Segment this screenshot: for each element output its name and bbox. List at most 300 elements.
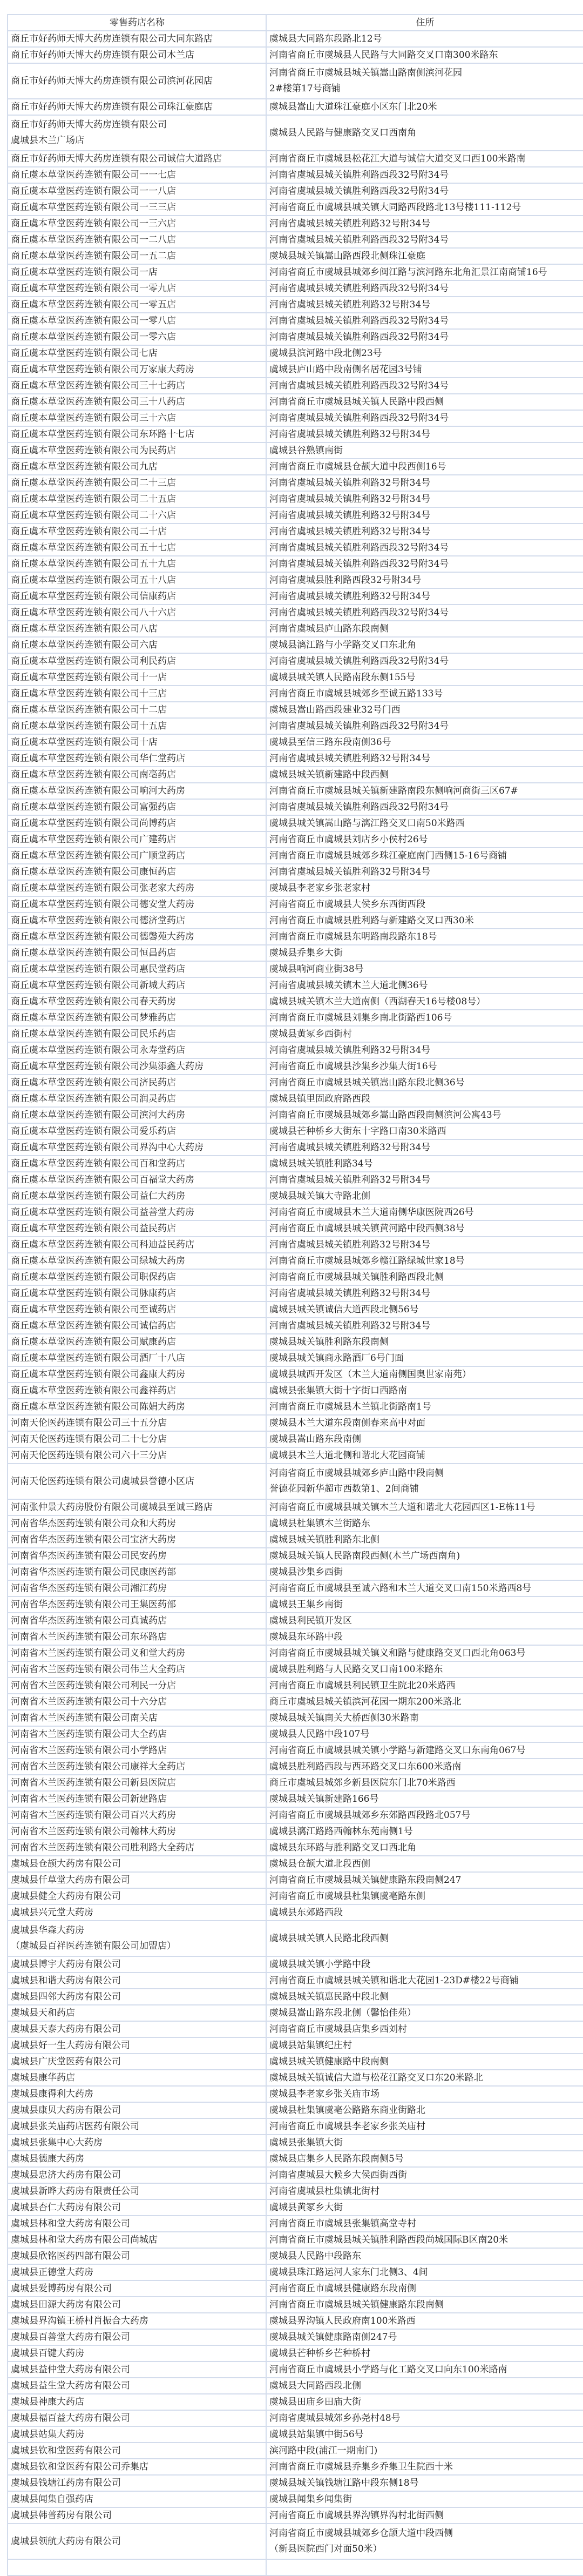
pharmacy-name-cell	[8, 1921, 266, 1956]
address-cell-text: 虞城县至信三路东段南侧36号	[269, 737, 391, 748]
pharmacy-name-cell	[8, 2021, 266, 2037]
pharmacy-name-cell	[8, 1515, 266, 1532]
pharmacy-name-cell	[8, 167, 266, 183]
address-cell-text: 河南省商丘市虞城县乔集乡乔集卫生院西十米	[269, 2461, 453, 2472]
table-row	[8, 1350, 583, 1366]
table-row	[8, 1548, 583, 1564]
address-cell-text: 虞城县木兰大道东段南侧春来高中对面	[269, 1418, 425, 1428]
table-row	[8, 1172, 583, 1188]
address-cell	[266, 1989, 583, 2005]
table-row	[8, 848, 583, 864]
table-row	[8, 637, 583, 653]
pharmacy-name-cell-text: 河南省华杰医药连锁有限公司湘江药房	[11, 1583, 167, 1594]
address-cell-text: 河南省虞城县城关镇胜利路西段32号附34号	[269, 234, 449, 245]
table-row	[8, 1464, 583, 1499]
pharmacy-name-cell-text: 商丘虞本草堂医药连锁有限公司界沟中心大药房	[11, 1142, 204, 1153]
table-row	[8, 669, 583, 686]
pharmacy-name-cell	[8, 1172, 266, 1188]
pharmacy-name-cell-text: 河南省华杰医药连锁有限公司宝济大药房	[11, 1534, 176, 1545]
address-cell-text: 河南省商丘市虞城县东明路南段路东18号	[269, 931, 437, 942]
pharmacy-name-cell-text: 虞城县田源大药房有限公司	[11, 2299, 121, 2310]
table-row	[8, 702, 583, 718]
address-cell	[266, 47, 583, 63]
address-cell-text: 河南省虞城县城关镇胜利路32号附34号	[269, 591, 431, 602]
pharmacy-name-cell	[8, 2102, 266, 2118]
pharmacy-name-cell	[8, 1334, 266, 1350]
table-row	[8, 167, 583, 183]
pharmacy-name-cell	[8, 1123, 266, 1139]
table-row	[8, 718, 583, 734]
table-row	[8, 313, 583, 329]
address-cell	[266, 2118, 583, 2135]
address-cell	[266, 329, 583, 345]
address-cell	[266, 1840, 583, 1856]
pharmacy-name-cell-text: 商丘虞本草堂医药连锁有限公司二十五店	[11, 494, 176, 505]
pharmacy-name-cell	[8, 1107, 266, 1123]
address-cell	[266, 815, 583, 831]
pharmacy-name-cell	[8, 1564, 266, 1580]
table-row	[8, 1515, 583, 1532]
pharmacy-name-cell	[8, 410, 266, 426]
table-row	[8, 507, 583, 524]
pharmacy-name-cell-text: 商丘虞本草堂医药连锁有限公司尚博药店	[11, 818, 176, 829]
pharmacy-name-cell-text: 虞城县益仲堂大药房有限公司	[11, 2364, 130, 2375]
pharmacy-name-cell-text: 虞城县钱塘江药房有限公司	[11, 2478, 121, 2488]
table-row	[8, 394, 583, 410]
table-row	[8, 1726, 583, 1742]
address-cell-text: 虞城县东郊路西段	[269, 1907, 343, 1918]
pharmacy-name-cell	[8, 1823, 266, 1840]
address-cell-text: 河南省虞城县城关镇胜利路32号附34号	[269, 429, 431, 440]
pharmacy-name-cell-text: 虞城县康华药店	[11, 2072, 75, 2083]
pharmacy-name-cell-text: 商丘虞本草堂医药连锁有限公司济民药店	[11, 1077, 176, 1088]
address-cell	[266, 2329, 583, 2345]
address-cell	[266, 1742, 583, 1759]
address-cell	[266, 831, 583, 848]
table-row	[8, 1759, 583, 1775]
pharmacy-name-cell	[8, 815, 266, 831]
pharmacy-name-cell-text: 商丘虞本草堂医药连锁有限公司鑫康大药房	[11, 1369, 185, 1380]
table-row	[8, 1123, 583, 1139]
pharmacy-name-cell-text: 虞城县张关庙药店医药有限公司	[11, 2121, 139, 2132]
table-row	[8, 1694, 583, 1710]
pharmacy-name-cell	[8, 1499, 266, 1515]
pharmacy-name-cell	[8, 280, 266, 297]
address-cell-text: 河南省虞城县城关镇胜利路西段32号附34号	[269, 542, 449, 553]
address-cell-text: 虞城县城关镇新建路中段西侧	[269, 769, 389, 780]
pharmacy-name-cell	[8, 1431, 266, 1447]
pharmacy-name-cell-text: 商丘虞本草堂医药连锁有限公司一二八店	[11, 234, 176, 245]
table-row	[8, 783, 583, 799]
table-row	[8, 994, 583, 1010]
address-cell	[266, 2524, 583, 2559]
address-cell-text: 河南省商丘市虞城县店集乡西刘村	[269, 2024, 407, 2035]
pharmacy-name-cell	[8, 2199, 266, 2216]
pharmacy-name-cell	[8, 2345, 266, 2362]
pharmacy-name-cell	[8, 459, 266, 475]
table-row	[8, 2297, 583, 2313]
address-cell	[266, 1645, 583, 1661]
pharmacy-name-cell-text: 商丘虞本草堂医药连锁有限公司至诚药店	[11, 1304, 176, 1315]
address-cell-text: 河南省虞城县庐山路东段南侧	[269, 623, 389, 634]
address-cell-text: 虞城县人民路与健康路交叉口西南角	[269, 128, 416, 138]
pharmacy-name-cell	[8, 1532, 266, 1548]
pharmacy-name-cell-text: 虞城县德康大药房	[11, 2154, 84, 2164]
pharmacy-name-cell-text: 虞城县忠济大药房有限公司	[11, 2170, 121, 2181]
pharmacy-name-cell	[8, 183, 266, 199]
table-row	[8, 1989, 583, 2005]
pharmacy-name-cell-text: 虞城县新晔大药房有限责任公司	[11, 2186, 139, 2197]
pharmacy-name-cell-text: 商丘虞本草堂医药连锁有限公司鑫祥药店	[11, 1385, 176, 1396]
pharmacy-name-cell	[8, 2216, 266, 2232]
address-cell-text: 虞城县杜集镇木兰街路东	[269, 1518, 370, 1529]
pharmacy-name-cell	[8, 2054, 266, 2070]
pharmacy-name-cell	[8, 977, 266, 994]
pharmacy-name-cell	[8, 2151, 266, 2167]
pharmacy-name-cell	[8, 1791, 266, 1807]
pharmacy-name-cell	[8, 1253, 266, 1269]
address-cell-text: 河南省商丘市虞城县沙集乡沙集大街16号	[269, 1061, 437, 1072]
table-row	[8, 1904, 583, 1921]
table-row	[8, 47, 583, 63]
address-cell-text: 虞城县滨河路中段北侧23号	[269, 348, 382, 359]
table-row	[8, 977, 583, 994]
address-cell-text: 河南省虞城县城关镇胜利路32号附34号	[269, 1142, 431, 1153]
pharmacy-name-cell	[8, 799, 266, 815]
pharmacy-name-cell	[8, 2313, 266, 2329]
address-cell	[266, 718, 583, 734]
pharmacy-name-cell	[8, 1613, 266, 1629]
pharmacy-name-cell-text: 商丘虞本草堂医药连锁有限公司八店	[11, 623, 158, 634]
pharmacy-name-cell	[8, 1759, 266, 1775]
table-row	[8, 1596, 583, 1613]
address-cell-text: 河南省商丘市虞城县张集镇高堂寺村	[269, 2218, 416, 2229]
pharmacy-name-cell-text: 商丘虞本草堂医药连锁有限公司五十七店	[11, 542, 176, 553]
address-cell	[266, 2021, 583, 2037]
address-cell	[266, 394, 583, 410]
address-cell-text: 虞城县王集乡南街	[269, 1599, 343, 1610]
pharmacy-name-cell	[8, 669, 266, 686]
table-row	[8, 605, 583, 621]
pharmacy-name-cell	[8, 216, 266, 232]
address-cell	[266, 1334, 583, 1350]
address-cell-text: 河南省虞城县城关镇胜利路32号附34号	[269, 1288, 431, 1299]
address-cell-text: 河南省虞城县城关镇胜利路西段32号附34号	[269, 413, 449, 424]
pharmacy-name-cell-text: 商丘市好药师天博大药房连锁有限公司木兰店	[11, 50, 194, 61]
address-cell-text: 河南省商丘市虞城县杜集镇虞亳路东侧	[269, 1891, 425, 1902]
table-row	[8, 1807, 583, 1823]
pharmacy-name-cell-text: 河南省木兰医药连锁有限公司康祥大全药店	[11, 1761, 185, 1772]
pharmacy-name-cell	[8, 540, 266, 556]
pharmacy-name-cell-text: 商丘虞本草堂医药连锁有限公司三十七药店	[11, 380, 185, 391]
pharmacy-name-cell-text: 虞城县好一生大药房有限公司	[11, 2040, 130, 2051]
table-row	[8, 961, 583, 977]
pharmacy-name-cell-text: （虞城县百祥医药连锁有限公司加盟店）	[11, 1941, 176, 1951]
table-row	[8, 1269, 583, 1285]
address-cell	[266, 2183, 583, 2199]
column-header-address: 住所	[266, 15, 583, 31]
pharmacy-name-cell-text: 商丘虞本草堂医药连锁有限公司十三店	[11, 688, 167, 699]
address-cell-text: 河南省商丘市虞城县城关镇木兰大道和谐北大花园西区1-E栋11号	[269, 1502, 535, 1513]
address-cell-text: 虞城县嵩山路东段南侧	[269, 1434, 361, 1445]
address-cell-text: 虞城县城关镇人民路南段东侧155号	[269, 672, 416, 683]
pharmacy-name-cell	[8, 2362, 266, 2378]
address-cell	[266, 2410, 583, 2426]
pharmacy-name-cell-text: 虞城县木兰广场店	[11, 135, 84, 146]
table-row	[8, 1220, 583, 1237]
address-cell	[266, 1237, 583, 1253]
address-cell	[266, 702, 583, 718]
address-cell-text: 河南省商丘市虞城县城关镇和谐北大花园1-23D#楼22号商铺	[269, 1975, 519, 1986]
pharmacy-name-cell	[8, 1904, 266, 1921]
address-cell	[266, 2491, 583, 2507]
table-row	[8, 1580, 583, 1596]
pharmacy-name-cell	[8, 1366, 266, 1383]
table-row	[8, 2394, 583, 2410]
address-cell-text: 河南省虞城县城关镇胜利路32号附34号	[269, 1239, 431, 1250]
address-cell-text: 虞城县城关镇新建路166号	[269, 1794, 379, 1804]
table-row	[8, 1042, 583, 1058]
address-cell	[266, 605, 583, 621]
table-row	[8, 459, 583, 475]
pharmacy-name-cell	[8, 2037, 266, 2054]
address-cell-text: 虞城县利民镇开发区	[269, 1615, 352, 1626]
address-cell-text: 河南省虞城县城郊乡孙尧村48号	[269, 2413, 401, 2424]
address-cell-text: 河南省虞城县城关镇胜利路西段32号附34号	[269, 283, 449, 294]
address-cell-text: 虞城县城关镇小学路中段	[269, 1959, 370, 1970]
pharmacy-name-cell-text: 河南省木兰医药连锁有限公司南关店	[11, 1713, 158, 1723]
table-row	[8, 151, 583, 167]
address-cell	[266, 621, 583, 637]
pharmacy-name-cell	[8, 99, 266, 115]
table-row	[8, 2135, 583, 2151]
address-cell-text: 河南省商丘市虞城县城郊乡东郊路西段路北057号	[269, 1810, 471, 1821]
address-cell-text: 河南省虞城县城关镇胜利路32号附34号	[269, 1175, 431, 1185]
table-row	[8, 2086, 583, 2102]
address-cell	[266, 929, 583, 945]
pharmacy-name-cell-text: 商丘虞本草堂医药连锁有限公司新城大药店	[11, 980, 185, 991]
pharmacy-name-cell-text: 河南省华杰医药连锁有限公司王集医药部	[11, 1599, 176, 1610]
pharmacy-name-cell	[8, 556, 266, 572]
address-cell-text: 河南省商丘市虞城县城郊乡珠江豪庭南门西侧15-16号商铺	[269, 850, 507, 861]
address-cell-text: 河南省虞城县城关镇木兰大道北侧36号	[269, 980, 428, 991]
table-row	[8, 2378, 583, 2394]
address-cell	[266, 1026, 583, 1042]
address-cell	[266, 1904, 583, 1921]
address-cell-text: 河南省虞城县城关镇胜利路32号附34号	[269, 494, 431, 505]
address-cell-text: 河南省虞城县城关镇胜利路西段32号附34号	[269, 380, 449, 391]
pharmacy-name-cell	[8, 2118, 266, 2135]
address-cell	[266, 99, 583, 115]
address-cell	[266, 750, 583, 767]
address-cell-text: 商丘市虞城县城关镇滨河花园一期东200米路北	[269, 1696, 462, 1707]
address-cell	[266, 1156, 583, 1172]
address-cell-text: 河南省商丘市虞城县城郊乡庐山路中段南侧	[269, 1468, 444, 1479]
table-row	[8, 442, 583, 459]
pharmacy-name-cell-text: 商丘虞本草堂医药连锁有限公司益善堂大药房	[11, 1207, 194, 1218]
pharmacy-name-cell	[8, 2378, 266, 2394]
pharmacy-name-cell-text: 商丘虞本草堂医药连锁有限公司梦雅药店	[11, 1012, 176, 1023]
pharmacy-name-cell	[8, 1188, 266, 1204]
table-row	[8, 2313, 583, 2329]
address-cell	[266, 2378, 583, 2394]
table-row	[8, 556, 583, 572]
table-row	[8, 1742, 583, 1759]
address-cell	[266, 1107, 583, 1123]
pharmacy-name-cell-text: 商丘虞本草堂医药连锁有限公司三十八药店	[11, 397, 185, 407]
pharmacy-name-cell-text: 虞城县益生堂大药房有限公司	[11, 2380, 130, 2391]
table-row	[8, 799, 583, 815]
table-row	[8, 183, 583, 199]
pharmacy-name-cell	[8, 1872, 266, 1888]
pharmacy-name-cell-text: 虞城县天泰大药房有限公司	[11, 2024, 121, 2035]
address-cell	[266, 783, 583, 799]
table-row	[8, 2054, 583, 2070]
table-row	[8, 2345, 583, 2362]
address-cell	[266, 1204, 583, 1220]
pharmacy-name-cell-text: 虞城县闻集自强药店	[11, 2494, 93, 2505]
address-cell-text: 虞城县嵩山大道珠江豪庭小区东门北20米	[269, 102, 437, 112]
pharmacy-name-cell-text: 河南省华杰医药连锁有限公司众和大药房	[11, 1518, 176, 1529]
pharmacy-name-cell	[8, 1302, 266, 1318]
address-cell	[266, 1726, 583, 1742]
table-body	[8, 31, 583, 2575]
address-cell-text: 河南省虞城县城关镇胜利路32号附34号	[269, 299, 431, 310]
pharmacy-name-cell-text: 虞城县天和药店	[11, 2008, 75, 2018]
address-cell-text: 河南省商丘市虞城县小学路与化工路交叉口向东100米路南	[269, 2364, 507, 2375]
pharmacy-name-cell	[8, 1026, 266, 1042]
pharmacy-name-cell	[8, 1888, 266, 1904]
table-row	[8, 945, 583, 961]
address-cell	[266, 977, 583, 994]
address-cell-text: 虞城县站集镇中街56号	[269, 2429, 364, 2440]
table-row	[8, 621, 583, 637]
table-row	[8, 1613, 583, 1629]
pharmacy-name-cell-text: 河南省木兰医药连锁有限公司小学路店	[11, 1745, 167, 1756]
pharmacy-name-cell-text: 商丘虞本草堂医药连锁有限公司一三三店	[11, 202, 176, 213]
pharmacy-name-cell	[8, 2135, 266, 2151]
table-row	[8, 2329, 583, 2345]
address-cell-text: 虞城县城关镇木兰大道南侧（西湖春天16号楼08号）	[269, 996, 486, 1007]
address-cell	[266, 913, 583, 929]
pharmacy-name-cell	[8, 702, 266, 718]
pharmacy-name-cell	[8, 63, 266, 99]
table-row	[8, 1431, 583, 1447]
address-cell	[266, 2345, 583, 2362]
address-cell-text: 河南省虞城县胜利路西段32号附34号	[269, 575, 422, 586]
address-cell	[266, 1139, 583, 1156]
address-cell	[266, 1285, 583, 1302]
address-cell-text: 虞城县城关镇人民路北段西侧	[269, 1933, 389, 1944]
pharmacy-name-cell	[8, 686, 266, 702]
address-cell-text: 虞城县城关镇胜利路东北侧	[269, 1534, 379, 1545]
address-cell-text: 河南省虞城县城关镇胜利路32号附34号	[269, 1045, 431, 1056]
address-cell-text: 虞城县人民路中段107号	[269, 1729, 370, 1740]
pharmacy-name-cell-text: 河南省木兰医药连锁有限公司大全药店	[11, 1729, 167, 1740]
pharmacy-name-cell	[8, 1710, 266, 1726]
pharmacy-name-cell	[8, 378, 266, 394]
pharmacy-name-cell	[8, 572, 266, 588]
pharmacy-name-cell	[8, 313, 266, 329]
pharmacy-name-cell	[8, 475, 266, 491]
address-cell	[266, 475, 583, 491]
pharmacy-name-cell-text: 河南天伦医药连锁有限公司虞城县誉德小区店	[11, 1476, 194, 1487]
pharmacy-name-cell-text: 虞城县正德堂大药房	[11, 2267, 93, 2278]
pharmacy-name-cell	[8, 2524, 266, 2559]
address-cell-text: 虞城县店集乡人民路东段南侧5号	[269, 2154, 404, 2164]
pharmacy-name-cell-text: 商丘虞本草堂医药连锁有限公司响河大药房	[11, 786, 185, 796]
pharmacy-name-cell-text: 商丘虞本草堂医药连锁有限公司二十六店	[11, 510, 176, 521]
pharmacy-name-cell	[8, 1856, 266, 1872]
pharmacy-name-cell-text: 商丘虞本草堂医药连锁有限公司一零六店	[11, 332, 176, 343]
address-cell	[266, 2362, 583, 2378]
pharmacy-name-cell	[8, 1973, 266, 1989]
address-cell-text: 虞城县沙集乡西街	[269, 1567, 343, 1578]
table-header-row	[8, 15, 583, 31]
pharmacy-name-cell	[8, 1091, 266, 1107]
pharmacy-name-cell-text: 商丘虞本草堂医药连锁有限公司赋康药店	[11, 1337, 176, 1347]
table-row	[8, 1564, 583, 1580]
table-row	[8, 1921, 583, 1956]
pharmacy-name-cell	[8, 637, 266, 653]
address-cell	[266, 1564, 583, 1580]
pharmacy-name-cell-text: 商丘虞本草堂医药连锁有限公司润灵药店	[11, 1094, 176, 1104]
address-cell	[266, 1447, 583, 1464]
table-row	[8, 1091, 583, 1107]
address-cell	[266, 361, 583, 378]
address-cell	[266, 2135, 583, 2151]
table-row	[8, 540, 583, 556]
address-cell-text: 虞城县城关镇诚信大道与松花江路交叉口东20米路北	[269, 2072, 483, 2083]
address-cell	[266, 880, 583, 896]
address-cell	[266, 2394, 583, 2410]
address-cell	[266, 216, 583, 232]
address-cell-text: 2#楼第17号商铺	[269, 83, 341, 94]
pharmacy-name-cell	[8, 2329, 266, 2345]
pharmacy-name-cell	[8, 31, 266, 47]
table-row	[8, 1058, 583, 1075]
table-row	[8, 1629, 583, 1645]
pharmacy-name-cell	[8, 1694, 266, 1710]
pharmacy-name-cell	[8, 913, 266, 929]
pharmacy-name-cell-text: 商丘虞本草堂医药连锁有限公司一三六店	[11, 218, 176, 229]
pharmacy-name-cell-text: 商丘虞本草堂医药连锁有限公司科迪益民药店	[11, 1239, 194, 1250]
address-cell-text: 虞城县城关镇人民路南段西侧(木兰广场西南角)	[269, 1551, 460, 1561]
table-row	[8, 2248, 583, 2264]
pharmacy-name-cell-text: 商丘虞本草堂医药连锁有限公司百福堂大药房	[11, 1175, 194, 1185]
address-cell	[266, 2167, 583, 2183]
address-cell	[266, 2264, 583, 2280]
table-row	[8, 2507, 583, 2524]
address-cell-text: 河南省商丘市虞城县城关镇小学路与新建路交叉口东南角067号	[269, 1745, 526, 1756]
pharmacy-name-cell-text: 商丘虞本草堂医药连锁有限公司十二店	[11, 705, 167, 715]
address-cell-text: 河南省虞城县城关镇胜利路32号附34号	[269, 1320, 431, 1331]
address-cell-text: 河南省虞城县城关镇胜利路西段32号附34号	[269, 186, 449, 197]
pharmacy-name-cell	[8, 2070, 266, 2086]
table-row	[8, 2491, 583, 2507]
pharmacy-name-cell-text: 商丘虞本草堂医药连锁有限公司富强药店	[11, 802, 176, 813]
pharmacy-name-cell	[8, 2086, 266, 2102]
table-row	[8, 1973, 583, 1989]
pharmacy-name-cell	[8, 1075, 266, 1091]
address-cell	[266, 2232, 583, 2248]
address-cell	[266, 1596, 583, 1613]
address-cell	[266, 1318, 583, 1334]
pharmacy-name-cell-text: 商丘虞本草堂医药连锁有限公司惠民堂药店	[11, 964, 185, 975]
address-cell	[266, 2559, 583, 2575]
table-row	[8, 115, 583, 151]
address-cell	[266, 848, 583, 864]
